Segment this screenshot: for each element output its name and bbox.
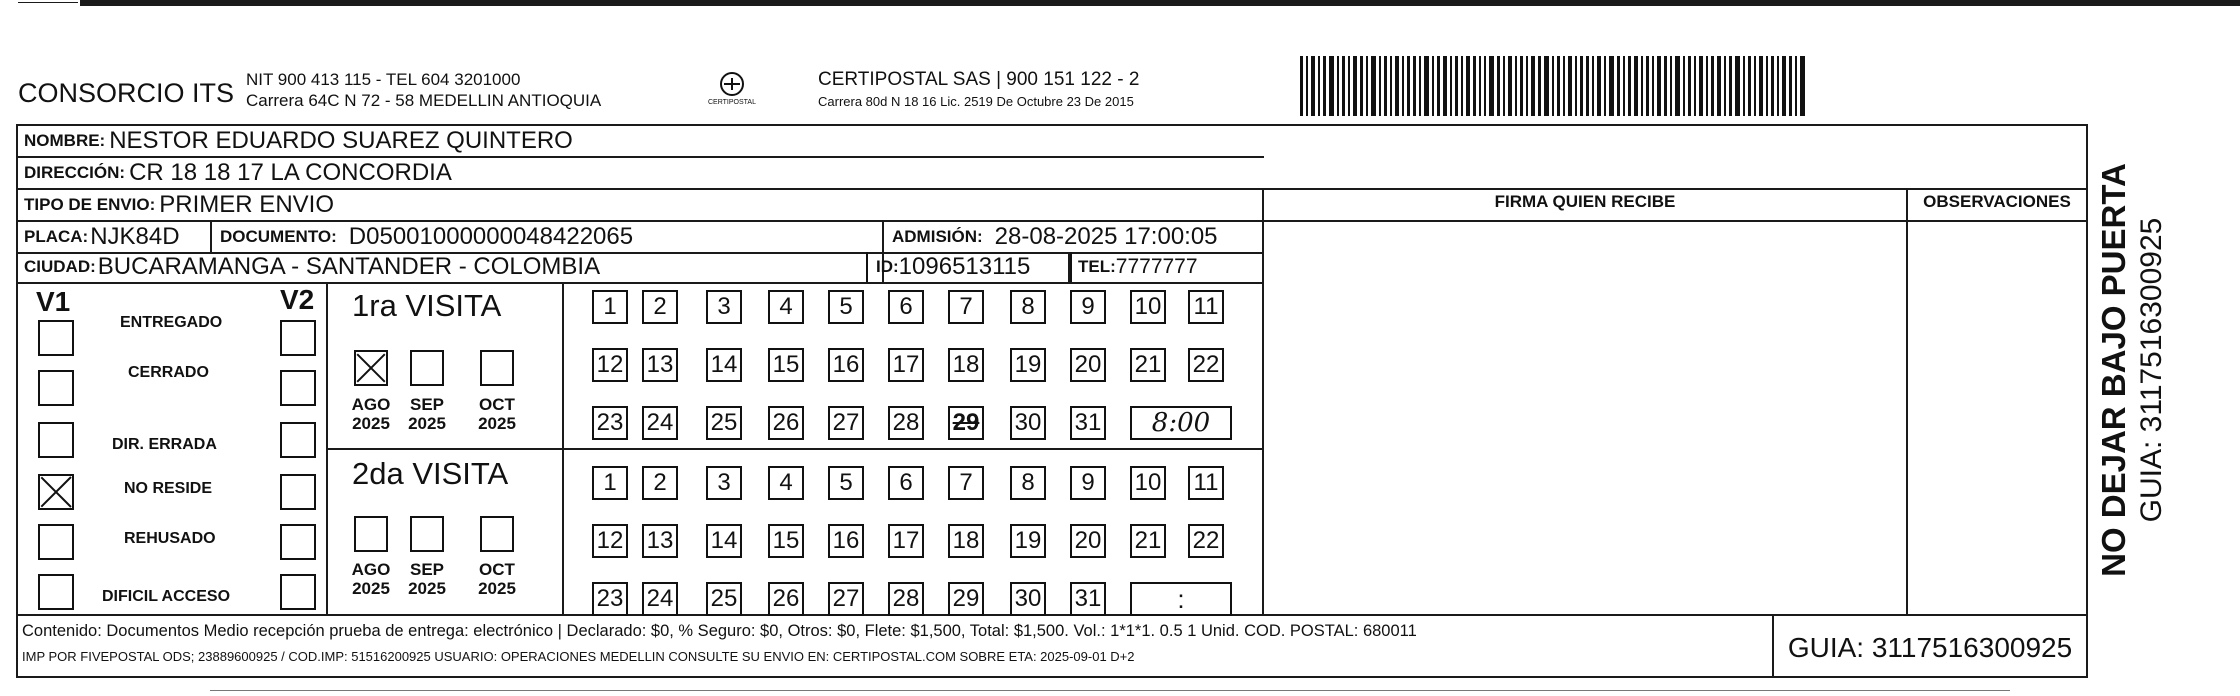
tel-value: 7777777	[1115, 255, 1198, 278]
first-visit-day-box[interactable]: 19	[1010, 348, 1046, 382]
barcode-bar	[1437, 56, 1440, 116]
first-visit-day-box[interactable]: 9	[1070, 290, 1106, 324]
second-visit-day-box[interactable]: 1	[592, 466, 628, 500]
barcode-bar	[1503, 56, 1505, 116]
status-label: DIR. ERRADA	[112, 436, 217, 453]
barcode-bar	[1432, 56, 1434, 116]
id-box	[866, 252, 1072, 282]
documento-value: D05001000000048422065	[348, 223, 634, 250]
barcode-bar	[1366, 56, 1368, 116]
id-value: 1096513115	[898, 253, 1031, 280]
second-visit-day-box[interactable]: 19	[1010, 524, 1046, 558]
first-visit-day-box[interactable]: 15	[768, 348, 804, 382]
barcode-bar	[1390, 56, 1392, 116]
first-visit-month-label	[399, 395, 455, 433]
ciudad-value: BUCARAMANGA - SANTANDER - COLOMBIA	[97, 253, 601, 280]
second-visit-month-box-2[interactable]	[410, 516, 444, 552]
second-visit-day-box[interactable]: 21	[1130, 524, 1166, 558]
barcode-bar	[1563, 56, 1565, 116]
col-main-divider	[1262, 188, 1264, 614]
second-visit-day-box[interactable]: 16	[828, 524, 864, 558]
status-label: REHUSADO	[124, 530, 216, 547]
tipo-value: PRIMER ENVIO	[159, 191, 334, 218]
second-visit-day-box[interactable]: 31	[1070, 582, 1106, 616]
first-visit-month-label	[343, 395, 399, 433]
barcode-bar	[1743, 56, 1745, 116]
barcode-bar	[1628, 56, 1631, 116]
v2-checkbox-4[interactable]	[280, 474, 316, 510]
v1-checkbox-2[interactable]	[38, 370, 74, 406]
company-name: CONSORCIO ITS	[18, 78, 235, 108]
barcode-bar	[1348, 56, 1350, 116]
month-year: 2025	[408, 579, 446, 598]
month-name: OCT	[479, 395, 515, 414]
barcode-bar	[1461, 56, 1463, 116]
second-visit-day-box[interactable]: 15	[768, 524, 804, 558]
status-label: DIFICIL ACCESO	[102, 588, 231, 605]
certipostal-logo-icon	[704, 70, 760, 114]
month-name: AGO	[351, 395, 391, 414]
footer-top-line	[16, 614, 2088, 616]
row-line-5	[16, 282, 1264, 284]
barcode-bar	[1544, 56, 1549, 116]
barcode-bar	[1557, 56, 1560, 116]
first-visit-day-box[interactable]: 10	[1130, 290, 1166, 324]
status-label: ENTREGADO	[120, 314, 223, 331]
barcode-bar	[1597, 56, 1601, 116]
tipo-label: TIPO DE ENVIO:	[24, 195, 156, 214]
tel-label: TEL:	[1078, 257, 1116, 276]
first-visit-day-box[interactable]: 1	[592, 290, 628, 324]
barcode-bar	[1360, 56, 1363, 116]
footer-guia: GUIA: 3117516300925	[1787, 632, 2073, 663]
barcode-bar	[1402, 56, 1404, 116]
first-visit-day-box[interactable]: 8	[1010, 290, 1046, 324]
second-visit-day-box[interactable]: 26	[768, 582, 804, 616]
month-year: 2025	[478, 414, 516, 433]
barcode-bar	[1729, 56, 1732, 116]
first-visit-day-box[interactable]: 3	[706, 290, 742, 324]
second-visit-day-box[interactable]: 18	[948, 524, 984, 558]
v2-checkbox-6[interactable]	[280, 574, 316, 610]
second-visit-day-box[interactable]: 10	[1130, 466, 1166, 500]
second-visit-day-box[interactable]: 3	[706, 466, 742, 500]
barcode-bar	[1407, 56, 1410, 116]
barcode-bar	[1479, 56, 1481, 116]
second-visit-day-box[interactable]: 24	[642, 582, 678, 616]
barcode-bar	[1623, 56, 1625, 116]
footer-line-1: Contenido: Documentos Medio recepción prueba de entrega: electrónico | Declarado: $0, % Seguro: $0, Otros: $0, Flete: $1,500, Total: $1,500. Vol.: 1*1*1. 0.5 1 Unid. COD. POSTAL: 680011	[22, 622, 1417, 640]
frame-right	[2086, 124, 2088, 678]
second-visit-day-box[interactable]: 22	[1188, 524, 1224, 558]
first-visit-month-box-2[interactable]	[410, 350, 444, 386]
second-visit-day-box[interactable]: 27	[828, 582, 864, 616]
col-obs-divider	[1906, 188, 1908, 614]
barcode-bar	[1717, 56, 1721, 116]
barcode-bar	[1568, 56, 1572, 116]
barcode-bar	[1609, 56, 1614, 116]
first-visit-day-box[interactable]: 21	[1130, 348, 1166, 382]
barcode-bar	[1604, 56, 1606, 116]
first-visit-time-box[interactable]: 8:00	[1130, 406, 1232, 440]
barcode-bar	[1782, 56, 1786, 116]
observaciones-label: OBSERVACIONES	[1923, 192, 2071, 211]
firma-label: FIRMA QUIEN RECIBE	[1494, 192, 1676, 211]
v1-checkbox-1[interactable]	[38, 320, 74, 356]
barcode-bar	[1484, 56, 1486, 116]
barcode-bar	[1515, 56, 1517, 116]
month-name: SEP	[409, 395, 445, 414]
second-visit-month-label	[469, 560, 525, 598]
v1-checkbox-3[interactable]	[38, 422, 74, 458]
first-visit-day-box[interactable]: 6	[888, 290, 924, 324]
barcode-bar	[1395, 56, 1399, 116]
second-visit-day-box[interactable]: 4	[768, 466, 804, 500]
direccion-value: CR 18 18 17 LA CONCORDIA	[129, 159, 452, 186]
documento-label: DOCUMENTO:	[220, 227, 337, 246]
v1-checkbox-5[interactable]	[38, 524, 74, 560]
barcode-bar	[1489, 56, 1494, 116]
first-visit-day-box[interactable]: 14	[706, 348, 742, 382]
v2-checkbox-1[interactable]	[280, 320, 316, 356]
first-visit-day-box[interactable]: 4	[768, 290, 804, 324]
barcode-bar	[1371, 56, 1376, 116]
bottom-trace	[210, 690, 2010, 691]
first-visit-title: 1ra VISITA	[352, 288, 502, 323]
first-visit-day-box[interactable]: 16	[828, 348, 864, 382]
second-visit-month-label	[343, 560, 399, 598]
barcode-bar	[1735, 56, 1740, 116]
carrier-sub: Carrera 80d N 18 16 Lic. 2519 De Octubre 23 De 2015	[818, 94, 1134, 109]
barcode-bar	[1473, 56, 1476, 116]
second-visit-day-box[interactable]: 25	[706, 582, 742, 616]
barcode-bar	[1311, 56, 1315, 116]
first-visit-day-box[interactable]: 18	[948, 348, 984, 382]
second-visit-day-box[interactable]: 9	[1070, 466, 1106, 500]
second-visit-day-box[interactable]: 7	[948, 466, 984, 500]
barcode	[1300, 56, 1812, 116]
barcode-bar	[1353, 56, 1357, 116]
second-visit-title: 2da VISITA	[352, 456, 509, 491]
first-visit-day-box[interactable]: 29	[948, 406, 984, 440]
month-year: 2025	[352, 414, 390, 433]
barcode-bar	[1329, 56, 1334, 116]
barcode-bar	[1641, 56, 1643, 116]
barcode-bar	[1766, 56, 1768, 116]
first-visit-day-box[interactable]: 30	[1010, 406, 1046, 440]
tel-cell	[1072, 252, 1198, 282]
month-year: 2025	[408, 414, 446, 433]
second-visit-day-box[interactable]: 29	[948, 582, 984, 616]
second-visit-day-box[interactable]: 12	[592, 524, 628, 558]
barcode-bar	[1508, 56, 1512, 116]
second-visit-day-box[interactable]: 2	[642, 466, 678, 500]
barcode-bar	[1531, 56, 1535, 116]
barcode-bar	[1306, 56, 1308, 116]
first-visit-day-box[interactable]: 11	[1188, 290, 1224, 324]
barcode-bar	[1724, 56, 1726, 116]
barcode-bar	[1777, 56, 1779, 116]
barcode-bar	[1337, 56, 1339, 116]
barcode-bar	[1675, 56, 1680, 116]
barcode-bar	[1592, 56, 1594, 116]
first-visit-day-box[interactable]: 12	[592, 348, 628, 382]
barcode-bar	[1634, 56, 1638, 116]
barcode-bar	[1694, 56, 1696, 116]
nombre-row	[18, 126, 573, 156]
status-label: CERRADO	[128, 364, 209, 381]
second-visit-day-box[interactable]: 11	[1188, 466, 1224, 500]
barcode-bar	[1706, 56, 1708, 116]
second-visit-day-box[interactable]: 14	[706, 524, 742, 558]
visit-mid-line	[326, 448, 1264, 450]
first-visit-day-box[interactable]: 31	[1070, 406, 1106, 440]
month-year: 2025	[352, 579, 390, 598]
barcode-bar	[1646, 56, 1649, 116]
barcode-bar	[1789, 56, 1792, 116]
second-visit-month-box-1[interactable]	[354, 516, 388, 552]
barcode-bar	[1520, 56, 1523, 116]
barcode-bar	[1379, 56, 1381, 116]
placa-label: PLACA:	[24, 227, 89, 246]
id-label: ID:	[876, 257, 899, 276]
barcode-bar	[1300, 56, 1303, 116]
top-rule	[80, 0, 2240, 6]
side-guia: GUIA: 3117516300925	[2135, 217, 2168, 523]
barcode-bar	[1552, 56, 1554, 116]
barcode-bar	[1683, 56, 1685, 116]
second-visit-month-box-3[interactable]	[480, 516, 514, 552]
second-visit-month-label	[399, 560, 455, 598]
second-visit-day-box[interactable]: 13	[642, 524, 678, 558]
barcode-bar	[1748, 56, 1751, 116]
first-visit-day-box[interactable]: 23	[592, 406, 628, 440]
first-visit-day-box[interactable]: 26	[768, 406, 804, 440]
month-name: AGO	[351, 560, 391, 579]
barcode-bar	[1664, 56, 1667, 116]
documento-cell	[214, 222, 633, 252]
col-placa-divider	[210, 222, 212, 252]
barcode-bar	[1711, 56, 1714, 116]
carrier-line: CERTIPOSTAL SAS | 900 151 122 - 2	[818, 69, 1140, 90]
barcode-bar	[1670, 56, 1672, 116]
barcode-bar	[1771, 56, 1774, 116]
barcode-bar	[1384, 56, 1387, 116]
first-visit-month-label	[469, 395, 525, 433]
direccion-label: DIRECCIÓN:	[24, 163, 126, 182]
barcode-bar	[1652, 56, 1654, 116]
first-visit-day-box[interactable]: 5	[828, 290, 864, 324]
barcode-bar	[1450, 56, 1452, 116]
second-visit-time-box[interactable]: :	[1130, 582, 1232, 616]
v2-checkbox-5[interactable]	[280, 524, 316, 560]
barcode-bar	[1526, 56, 1528, 116]
first-visit-day-box[interactable]: 2	[642, 290, 678, 324]
nombre-value: NESTOR EDUARDO SUAREZ QUINTERO	[109, 127, 573, 154]
first-visit-day-box[interactable]: 28	[888, 406, 924, 440]
barcode-bar	[1575, 56, 1577, 116]
v2-checkbox-3[interactable]	[280, 422, 316, 458]
first-visit-day-box[interactable]: 13	[642, 348, 678, 382]
first-visit-day-box[interactable]: 27	[828, 406, 864, 440]
admision-value: 28-08-2025 17:00:05	[994, 223, 1218, 250]
v1-checkbox-4[interactable]	[38, 474, 74, 510]
second-visit-day-box[interactable]: 23	[592, 582, 628, 616]
company-address: Carrera 64C N 72 - 58 MEDELLIN ANTIOQUIA	[246, 91, 602, 110]
first-visit-month-box-3[interactable]	[480, 350, 514, 386]
placa-cell	[18, 222, 180, 252]
admision-cell	[886, 222, 1218, 252]
nombre-label: NOMBRE:	[24, 131, 106, 150]
barcode-bar	[1323, 56, 1326, 116]
side-text	[2094, 140, 2174, 600]
second-visit-day-box[interactable]: 6	[888, 466, 924, 500]
barcode-bar	[1754, 56, 1756, 116]
barcode-bar	[1586, 56, 1589, 116]
barcode-bar	[1342, 56, 1345, 116]
first-visit-day-box[interactable]: 7	[948, 290, 984, 324]
barcode-bar	[1497, 56, 1500, 116]
logo-caption: CERTIPOSTAL	[708, 99, 756, 106]
barcode-bar	[1318, 56, 1320, 116]
second-visit-day-box[interactable]: 8	[1010, 466, 1046, 500]
first-visit-day-box[interactable]: 24	[642, 406, 678, 440]
v1-label: V1	[36, 286, 71, 317]
second-visit-day-box[interactable]: 17	[888, 524, 924, 558]
status-label: NO RESIDE	[124, 480, 213, 497]
first-visit-day-box[interactable]: 25	[706, 406, 742, 440]
barcode-bar	[1413, 56, 1416, 116]
barcode-bar	[1759, 56, 1763, 116]
second-visit-day-box[interactable]: 30	[1010, 582, 1046, 616]
month-name: OCT	[479, 560, 515, 579]
footer-line-2: IMP POR FIVEPOSTAL ODS; 23889600925 / COD.IMP: 51516200925 USUARIO: OPERACIONES MEDELLIN CONSULTE SU ENVIO EN: CERTIPOSTAL.COM SOBRE ETA: 2025-09-01 D+2	[22, 649, 1135, 664]
placa-value: NJK84D	[90, 223, 180, 250]
barcode-bar	[1688, 56, 1691, 116]
admision-label: ADMISIÓN:	[892, 227, 983, 246]
barcode-bar	[1419, 56, 1421, 116]
direccion-row	[18, 158, 452, 188]
month-year: 2025	[478, 579, 516, 598]
ciudad-cell	[18, 252, 600, 282]
first-visit-day-box[interactable]: 20	[1070, 348, 1106, 382]
v2-checkbox-2[interactable]	[280, 370, 316, 406]
frame-bottom	[16, 676, 2088, 678]
barcode-bar	[1699, 56, 1703, 116]
first-visit-month-box-1[interactable]	[354, 350, 388, 386]
barcode-bar	[1424, 56, 1429, 116]
second-visit-day-box[interactable]: 20	[1070, 524, 1106, 558]
barcode-bar	[1580, 56, 1583, 116]
barcode-bar	[1538, 56, 1541, 116]
barcode-bar	[1455, 56, 1458, 116]
top-rule-thin	[18, 2, 78, 3]
company-nit: NIT 900 413 115 - TEL 604 3201000	[246, 70, 521, 89]
month-name: SEP	[409, 560, 445, 579]
barcode-bar	[1800, 56, 1805, 116]
v2-label: V2	[280, 284, 315, 315]
ciudad-label: CIUDAD:	[24, 257, 96, 276]
second-visit-day-box[interactable]: 28	[888, 582, 924, 616]
first-visit-day-box[interactable]: 17	[888, 348, 924, 382]
barcode-bar	[1443, 56, 1447, 116]
barcode-bar	[1617, 56, 1620, 116]
side-warning: NO DEJAR BAJO PUERTA	[2095, 163, 2132, 577]
barcode-bar	[1466, 56, 1470, 116]
barcode-bar	[1657, 56, 1661, 116]
tipo-row	[18, 190, 334, 220]
second-visit-day-box[interactable]: 5	[828, 466, 864, 500]
first-visit-day-box[interactable]: 22	[1188, 348, 1224, 382]
barcode-bar	[1795, 56, 1797, 116]
v1-checkbox-6[interactable]	[38, 574, 74, 610]
